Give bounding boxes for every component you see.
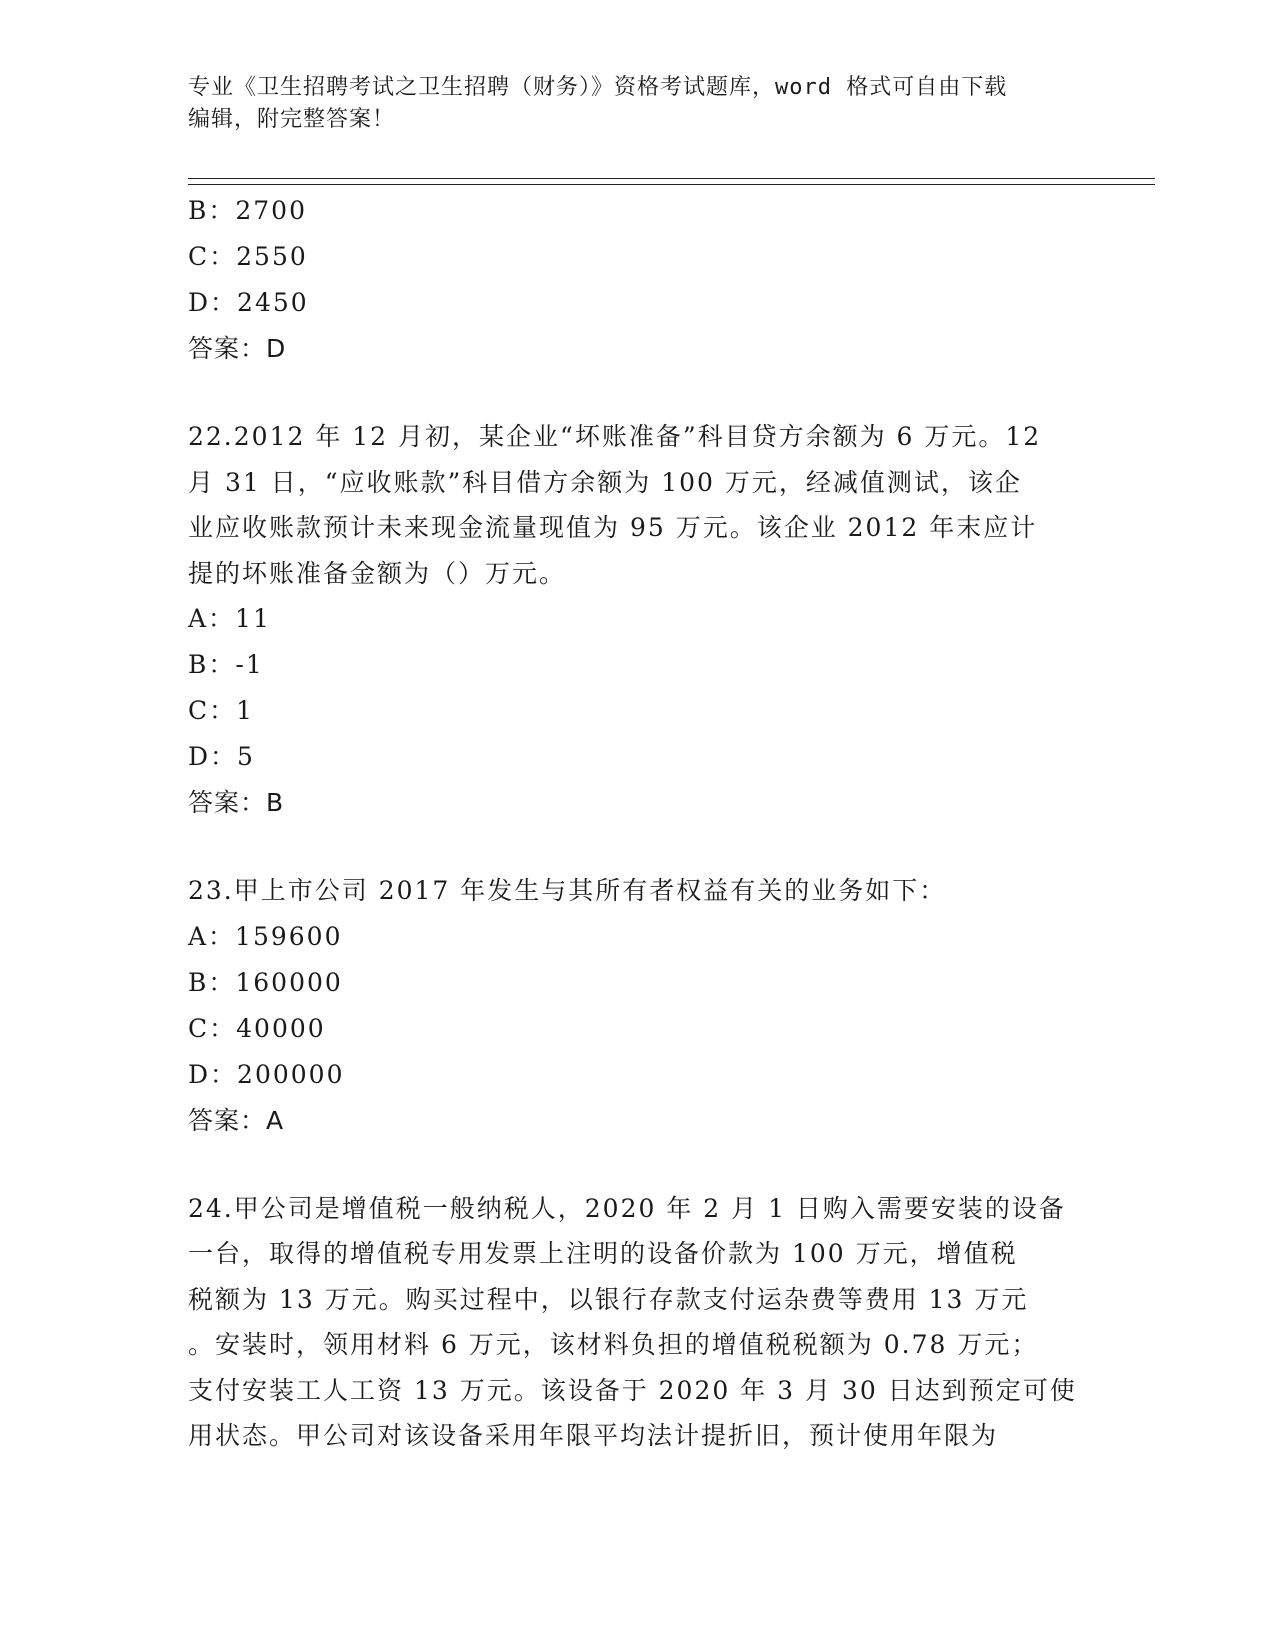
question-line: 。安装时，领用材料 6 万元，该材料负担的增值税税额为 0.78 万元； (188, 1330, 1039, 1359)
question-21-tail (188, 188, 1088, 372)
question-text (188, 868, 1088, 914)
question-23 (188, 868, 1088, 1144)
spacer (188, 1144, 1088, 1186)
header-divider (188, 178, 1155, 185)
spacer (188, 372, 1088, 414)
question-line: 业应收账款预计未来现金流量现值为 95 万元。该企业 2012 年末应计 (188, 513, 1038, 542)
option-d: D：2450 (188, 288, 309, 317)
page-header (188, 72, 1088, 136)
question-line: 23.甲上市公司 2017 年发生与其所有者权益有关的业务如下： (188, 876, 947, 905)
document-body (188, 188, 1088, 1459)
question-line: 提的坏账准备金额为（）万元。 (188, 558, 567, 588)
question-line: 24.甲公司是增值税一般纳税人，2020 年 2 月 1 日购入需要安装的设备 (188, 1193, 1066, 1223)
question-line: 支付安装工人工资 13 万元。该设备于 2020 年 3 月 30 日达到预定可使 (188, 1375, 1077, 1405)
option-a: A：159600 (188, 921, 343, 951)
header-line-2: 编辑，附完整答案！ (188, 107, 396, 132)
option-b: B：-1 (188, 650, 264, 679)
option-a: A：11 (188, 604, 271, 633)
answer: 答案：A (188, 1105, 285, 1135)
answer: 答案：B (188, 788, 285, 817)
option-c: C：40000 (188, 1013, 326, 1043)
option-d: D：200000 (188, 1059, 345, 1089)
question-line: 一台，取得的增值税专用发票上注明的设备价款为 100 万元，增值税 (188, 1239, 1018, 1268)
question-22 (188, 414, 1088, 826)
question-line: 用状态。甲公司对该设备采用年限平均法计提折旧，预计使用年限为 (188, 1421, 999, 1450)
option-b: B：160000 (188, 967, 343, 997)
question-24 (188, 1186, 1088, 1459)
question-text (188, 414, 1088, 596)
spacer (188, 826, 1088, 868)
option-c: C：2550 (188, 242, 308, 271)
question-text (188, 1186, 1088, 1459)
option-d: D：5 (188, 742, 255, 771)
question-line: 22.2012 年 12 月初，某企业“坏账准备”科目贷方余额为 6 万元。12 (188, 422, 1042, 451)
question-line: 税额为 13 万元。购买过程中，以银行存款支付运杂费等费用 13 万元 (188, 1284, 1029, 1314)
answer: 答案：D (188, 334, 287, 363)
question-line: 月 31 日，“应收账款”科目借方余额为 100 万元，经减值测试，该企 (188, 467, 1022, 497)
option-b: B：2700 (188, 196, 307, 225)
option-c: C：1 (188, 696, 255, 725)
header-line-1: 专业《卫生招聘考试之卫生招聘（财务）》资格考试题库，word 格式可自由下载 (188, 75, 1008, 100)
